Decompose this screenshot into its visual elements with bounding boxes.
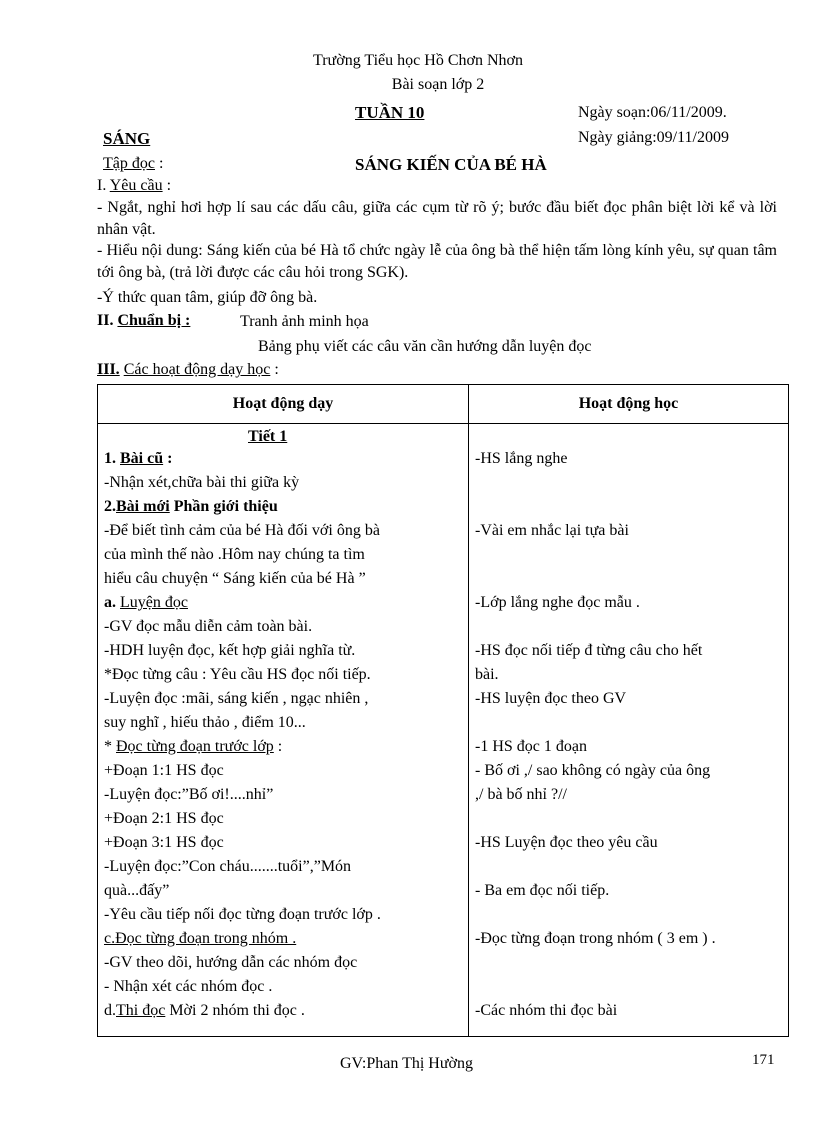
student-line: -Đọc từng đoạn trong nhóm ( 3 em ) . <box>475 930 716 947</box>
teacher-line: -Để biết tình cảm của bé Hà đối với ông bà <box>104 522 380 539</box>
old-lesson-label: Bài cũ <box>120 450 164 467</box>
student-line: - Ba em đọc nối tiếp. <box>475 882 610 899</box>
session-label: SÁNG <box>103 129 151 148</box>
prep-item-1: Tranh ảnh minh họa <box>240 313 369 330</box>
student-line: -HS luyện đọc theo GV <box>475 690 627 707</box>
paragraph-reading-label: Đọc từng đoạn trước lớp <box>116 738 274 755</box>
teacher-line: 2.Bài mới Phần giới thiệu <box>104 498 278 515</box>
new-lesson-label: Bài mới <box>116 498 170 515</box>
prep-item-2: Bảng phụ viết các câu văn cần hướng dẫn luyện đọc <box>258 338 592 355</box>
teacher-line: c.Đọc từng đoạn trong nhóm . <box>104 930 297 947</box>
activities-heading <box>97 361 279 379</box>
teacher-line: -GV theo dõi, hướng dẫn các nhóm đọc <box>104 954 358 971</box>
teacher-line: -Nhận xét,chữa bài thi giữa kỳ <box>104 474 300 491</box>
subject-suffix: : <box>154 155 164 172</box>
student-line: -HS lắng nghe <box>475 450 568 467</box>
teacher-line: -Luyện đọc:”Con cháu.......tuổi”,”Món <box>104 858 352 875</box>
teacher-line: a. Luyện đọc <box>104 594 188 611</box>
teacher-line: 1. Bài cũ : <box>104 450 173 467</box>
page-number: 171 <box>752 1052 775 1068</box>
teacher-line: quà...đấy” <box>104 882 170 899</box>
student-line: -HS đọc nối tiếp đ từng câu cho hết <box>475 642 703 659</box>
teacher-line: suy nghĩ , hiếu thảo , điểm 10... <box>104 714 306 731</box>
teacher-line: +Đoạn 2:1 HS đọc <box>104 810 224 827</box>
requirements-heading <box>97 177 171 195</box>
activities-num: III. <box>97 361 120 378</box>
student-line: -Vài em nhắc lại tựa bài <box>475 522 629 539</box>
activities-suffix: : <box>270 361 279 378</box>
prep-label: Chuẩn bị : <box>117 312 191 329</box>
prep-heading <box>97 312 190 330</box>
teacher-cell <box>98 424 469 1037</box>
student-line: -Lớp lắng nghe đọc mẫu . <box>475 594 640 611</box>
lesson-title: SÁNG KIẾN CỦA BÉ HÀ <box>355 155 547 174</box>
activities-table <box>97 384 789 1037</box>
teacher-name: GV:Phan Thị Hường <box>340 1055 473 1072</box>
teacher-line: * Đọc từng đoạn trước lớp : <box>104 738 283 755</box>
teacher-line: - Nhận xét các nhóm đọc . <box>104 978 273 995</box>
teacher-line: d.Thi đọc Mời 2 nhóm thi đọc . <box>104 1002 305 1019</box>
student-line: -HS Luyện đọc theo yêu cầu <box>475 834 658 851</box>
teacher-line: hiểu câu chuyện “ Sáng kiến của bé Hà ” <box>104 570 366 587</box>
student-cell <box>469 424 789 1037</box>
teacher-column-header: Hoạt động dạy <box>98 385 469 424</box>
activities-label: Các hoạt động dạy học <box>123 361 271 378</box>
reading-practice-label: Luyện đọc <box>120 594 188 611</box>
prep-num: II. <box>97 312 114 329</box>
requirements-suffix: : <box>162 177 172 194</box>
student-line: -Các nhóm thi đọc bài <box>475 1002 618 1019</box>
teacher-line: -HDH luyện đọc, kết hợp giải nghĩa từ. <box>104 642 356 659</box>
school-name: Trường Tiểu học Hồ Chơn Nhơn <box>313 52 523 69</box>
student-column-header: Hoạt động học <box>469 385 789 424</box>
grade-label: Bài soạn lớp 2 <box>391 76 485 93</box>
teacher-line: -Yêu cầu tiếp nối đọc từng đoạn trước lớp . <box>104 906 381 923</box>
subject-label: Tập đọc <box>103 155 155 172</box>
prep-date: Ngày soạn:06/11/2009. <box>578 104 727 121</box>
subject-line <box>103 155 163 173</box>
student-line: -1 HS đọc 1 đoạn <box>475 738 587 755</box>
teacher-line: -GV đọc mẫu diễn cảm toàn bài. <box>104 618 313 635</box>
teacher-line: của mình thế nào .Hôm nay chúng ta tìm <box>104 546 365 563</box>
teacher-line: +Đoạn 3:1 HS đọc <box>104 834 224 851</box>
teacher-line: -Luyện đọc :mãi, sáng kiến , ngạc nhiên , <box>104 690 369 707</box>
teacher-line: *Đọc từng câu : Yêu cầu HS đọc nối tiếp. <box>104 666 371 683</box>
student-line: ,/ bà bố nhỉ ?// <box>475 786 567 803</box>
contest-label: Thi đọc <box>116 1002 166 1019</box>
teacher-line: +Đoạn 1:1 HS đọc <box>104 762 224 779</box>
requirements-label: Yêu cầu <box>109 177 163 194</box>
requirement-3: -Ý thức quan tâm, giúp đỡ ông bà. <box>97 289 318 306</box>
teacher-line: -Luyện đọc:”Bố ơi!....nhỉ” <box>104 786 274 803</box>
teacher-line: Tiết 1 <box>248 428 288 445</box>
requirement-2: - Hiểu nội dung: Sáng kiến của bé Hà tổ chức ngày lễ của ông bà thể hiện tấm lòng kính yêu, sự quan tâm tới ông bà, (trả lời được các câu hỏi trong SGK). <box>97 242 777 281</box>
requirement-1: - Ngắt, nghỉ hơi hợp lí sau các dấu câu, giữa các cụm từ rõ ý; bước đầu biết đọc phân biệt lời kể và lời nhân vật. <box>97 199 777 238</box>
teach-date: Ngày giảng:09/11/2009 <box>578 129 729 146</box>
requirements-num: I. <box>97 177 107 194</box>
student-line: bài. <box>475 666 499 683</box>
week-title: TUẦN 10 <box>355 103 425 122</box>
student-line: - Bố ơi ,/ sao không có ngày của ông <box>475 762 711 779</box>
